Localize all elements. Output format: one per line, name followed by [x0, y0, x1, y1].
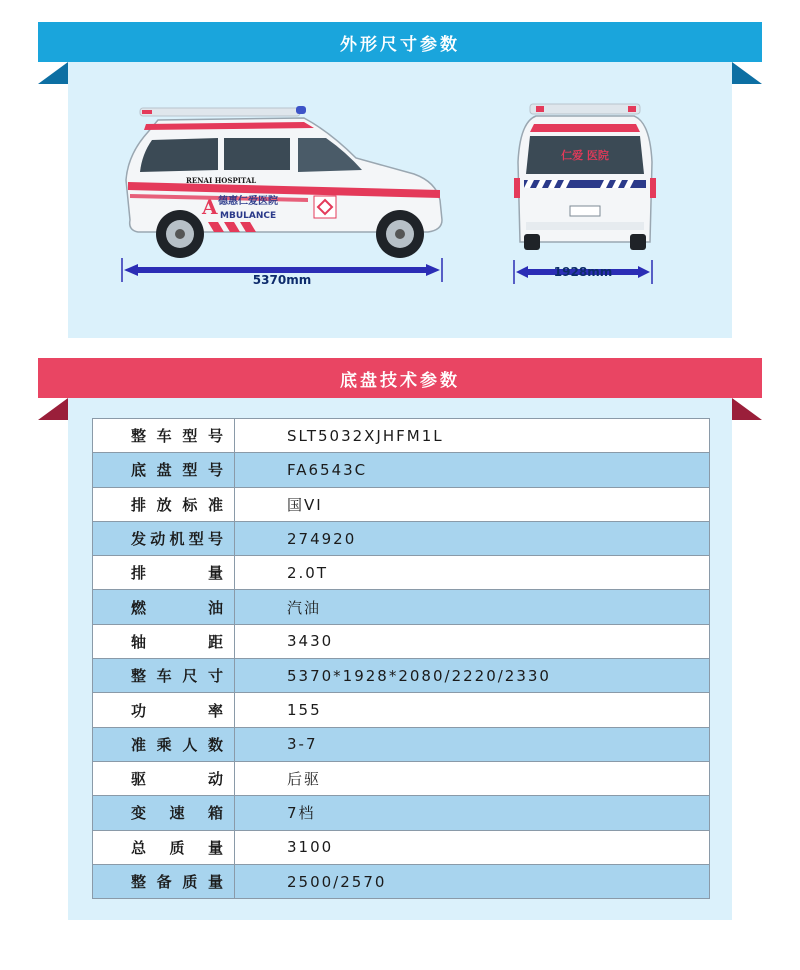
- spec-label: 轴距: [93, 624, 235, 658]
- banner-fold-left: [38, 398, 68, 420]
- spec-value: 274920: [235, 521, 710, 555]
- spec-value: FA6543C: [235, 453, 710, 487]
- spec-row: [93, 487, 710, 521]
- spec-value: SLT5032XJHFM1L: [235, 419, 710, 453]
- ambulance-rear-view: [514, 104, 656, 250]
- banner-fold-right: [732, 62, 762, 84]
- side-text-ambulance: MBULANCE: [220, 211, 277, 221]
- spec-label: 整车型号: [93, 419, 235, 453]
- spec-label: 功率: [93, 693, 235, 727]
- spec-value: 2500/2570: [235, 864, 710, 898]
- spec-label: 整车尺寸: [93, 659, 235, 693]
- spec-value: 国VI: [235, 487, 710, 521]
- spec-row: [93, 659, 710, 693]
- spec-row: [93, 693, 710, 727]
- spec-row: [93, 419, 710, 453]
- spec-row: [93, 556, 710, 590]
- spec-value: 155: [235, 693, 710, 727]
- side-letter-a: A: [202, 195, 218, 219]
- spec-label: 底盘型号: [93, 453, 235, 487]
- spec-row: [93, 727, 710, 761]
- spec-value: 3100: [235, 830, 710, 864]
- spec-row: [93, 590, 710, 624]
- spec-label: 发动机型号: [93, 521, 235, 555]
- banner-fold-right: [732, 398, 762, 420]
- spec-row: [93, 864, 710, 898]
- spec-row: [93, 624, 710, 658]
- banner-fold-left: [38, 62, 68, 84]
- chassis-spec-panel: [68, 398, 732, 920]
- spec-label: 准乘人数: [93, 727, 235, 761]
- spec-row: [93, 761, 710, 795]
- spec-row: [93, 453, 710, 487]
- rear-text: 仁爱 医院: [561, 149, 609, 162]
- spec-value: 3430: [235, 624, 710, 658]
- spec-value: 2.0T: [235, 556, 710, 590]
- spec-table: [92, 418, 710, 899]
- spec-label: 总质量: [93, 830, 235, 864]
- spec-value: 5370*1928*2080/2220/2330: [235, 659, 710, 693]
- vehicle-drawings: [68, 62, 732, 338]
- spec-row: [93, 796, 710, 830]
- chassis-title: 底盘技术参数: [38, 358, 762, 398]
- width-label: 1928mm: [553, 265, 613, 279]
- length-dimension-arrow: [122, 258, 442, 287]
- spec-value: 汽油: [235, 590, 710, 624]
- spec-row: [93, 521, 710, 555]
- spec-value: 7档: [235, 796, 710, 830]
- spec-label: 排量: [93, 556, 235, 590]
- side-text-hospital-en: RENAI HOSPITAL: [186, 176, 257, 185]
- spec-value: 3-7: [235, 727, 710, 761]
- spec-label: 排放标准: [93, 487, 235, 521]
- dimensions-title: 外形尺寸参数: [38, 22, 762, 62]
- spec-label: 整备质量: [93, 864, 235, 898]
- spec-label: 燃油: [93, 590, 235, 624]
- spec-value: 后驱: [235, 761, 710, 795]
- side-text-hospital-cn: 德惠仁爱医院: [218, 196, 278, 207]
- spec-label: 变速箱: [93, 796, 235, 830]
- spec-label: 驱动: [93, 761, 235, 795]
- ambulance-side-view: [126, 106, 442, 258]
- width-dimension-arrow: [514, 260, 652, 284]
- spec-row: [93, 830, 710, 864]
- dimensions-panel: [68, 62, 732, 338]
- length-label: 5370mm: [252, 273, 312, 287]
